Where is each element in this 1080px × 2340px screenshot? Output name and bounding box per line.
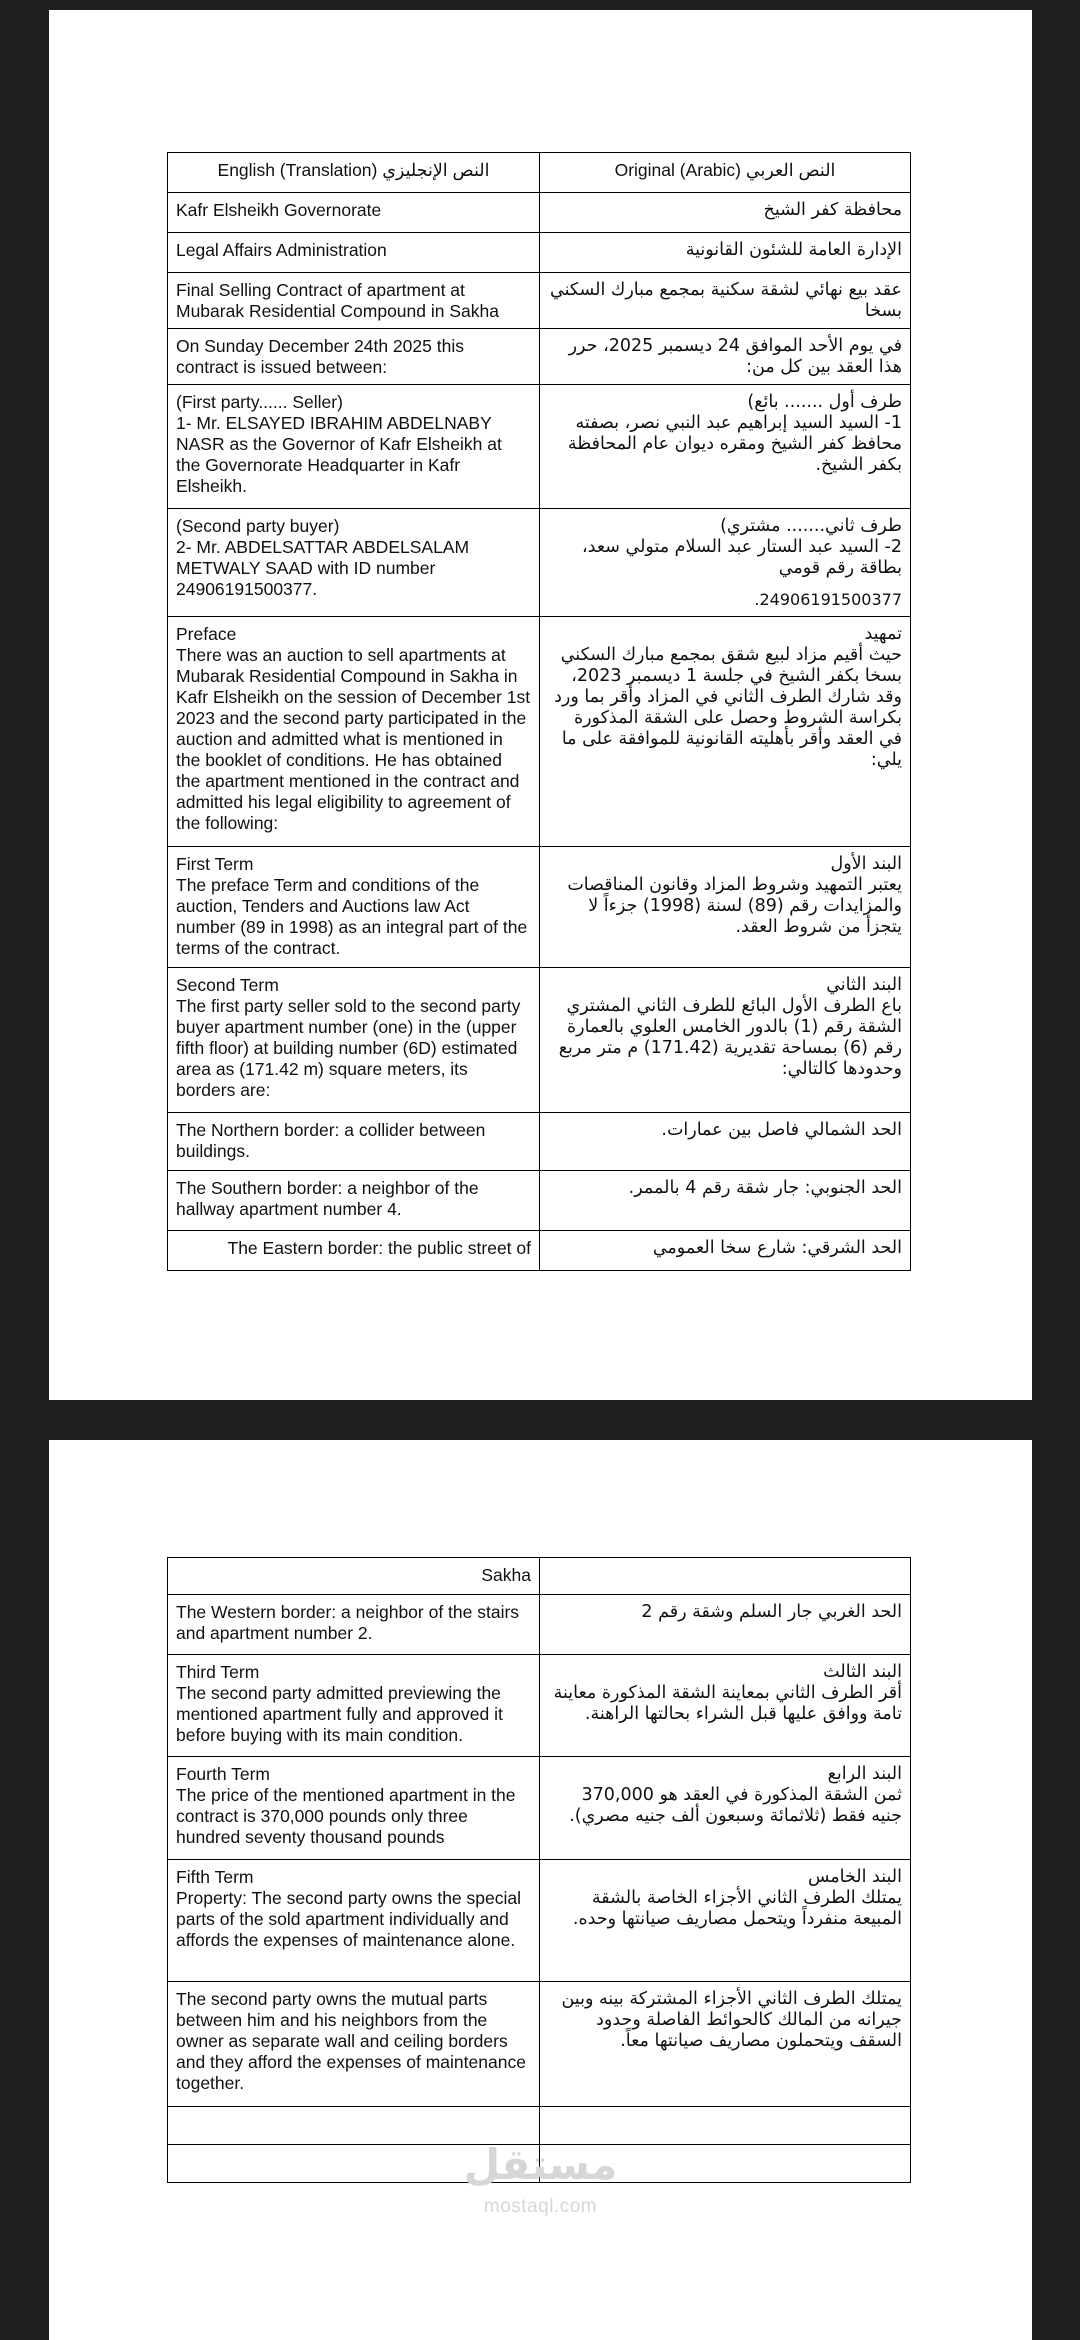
cell-text: The second party admitted previewing the mentioned apartment fully and approved it before buying with its main condition. — [176, 1683, 503, 1745]
cell-text: يمتلك الطرف الثاني الأجزاء المشتركة بينه وبين جيرانه من المالك كالحوائط الفاصلة وحدود السقف ويتحملون مصاريف صيانتها معاً. — [561, 1989, 902, 2051]
cell-text: On Sunday December 24th 2025 this contract is issued between: — [176, 336, 464, 377]
arabic-cell — [540, 273, 911, 329]
table-row — [168, 1860, 911, 1982]
arabic-cell — [540, 193, 911, 233]
cell-text: باع الطرف الأول البائع للطرف الثاني المشتري الشقة رقم (1) بالدور الخامس العلوي بالعمارة رقم (6) بمساحة تقديرية (171.42) م متر مربع وحدودها كالتالي: — [558, 996, 902, 1079]
cell-text: The Eastern border: the public street of — [227, 1238, 531, 1258]
arabic-cell — [540, 1655, 911, 1757]
document-page-2 — [49, 1440, 1032, 2340]
cell-text: There was an auction to sell apartments at Mubarak Residential Compound in Sakha in Kafr Elsheikh on the session of December 1st 2023 and the second party participated in the auction and admitted what is mentioned in the booklet of conditions. He has obtained the apartment mentioned in the contract and admitted his legal eligibility to agreement of the following: — [176, 645, 531, 833]
cell-text: The Western border: a neighbor of the stairs and apartment number 2. — [176, 1602, 520, 1643]
table-row — [168, 1171, 911, 1231]
english-cell — [168, 273, 540, 329]
watermark-logo-text: مستقل — [463, 2140, 618, 2189]
english-column-header: English (Translation) النص الإنجليزي — [168, 153, 540, 193]
english-cell — [168, 1558, 540, 1595]
cell-text: 2- Mr. ABDELSATTAR ABDELSALAM METWALY SAAD with ID number 24906191500377. — [176, 537, 470, 599]
table-row — [168, 1757, 911, 1860]
cell-text: الحد الغربي جار السلم وشقة رقم 2 — [641, 1602, 902, 1622]
cell-text: The preface Term and conditions of the auction, Tenders and Auctions law Act number (89 in 1998) as an integral part of the terms of the contract. — [176, 875, 528, 958]
arabic-cell — [540, 1982, 911, 2107]
table-row — [168, 509, 911, 617]
cell-text: Kafr Elsheikh Governorate — [176, 200, 382, 220]
table-row — [168, 329, 911, 385]
english-cell — [168, 1982, 540, 2107]
cell-text: Legal Affairs Administration — [176, 240, 387, 260]
cell-text: The Northern border: a collider between buildings. — [176, 1120, 486, 1161]
table-row — [168, 1113, 911, 1171]
table-row — [168, 968, 911, 1113]
term-heading: البند الأول — [830, 854, 902, 874]
table-row — [168, 193, 911, 233]
cell-text: محافظة كفر الشيخ — [763, 200, 902, 220]
cell-text: الحد الجنوبي: جار شقة رقم 4 بالممر. — [628, 1178, 902, 1198]
cell-text: أقر الطرف الثاني بمعاينة الشقة المذكورة معاينة تامة ووافق عليها قبل الشراء بحالتها الراهنة. — [553, 1683, 902, 1724]
english-cell — [168, 1113, 540, 1171]
english-cell — [168, 2107, 540, 2145]
english-cell — [168, 1860, 540, 1982]
english-cell — [168, 193, 540, 233]
term-heading: Third Term — [176, 1662, 260, 1682]
table-row — [168, 847, 911, 968]
table-row — [168, 1231, 911, 1271]
term-heading: Second Term — [176, 975, 279, 995]
arabic-cell — [540, 385, 911, 509]
table-header-row — [168, 153, 911, 193]
arabic-cell — [540, 1231, 911, 1271]
cell-text: 1- السيد السيد إبراهيم عبد النبي نصر، بصفته محافظ كفر الشيخ ومقره ديوان عام المحافظة بكفر الشيخ. — [567, 413, 902, 475]
arabic-cell — [540, 1757, 911, 1860]
table-row — [168, 1655, 911, 1757]
english-cell — [168, 509, 540, 617]
table-row — [168, 1595, 911, 1655]
arabic-cell — [540, 1171, 911, 1231]
table-row — [168, 385, 911, 509]
english-cell — [168, 1595, 540, 1655]
term-heading: البند الرابع — [827, 1764, 902, 1784]
cell-text: يمتلك الطرف الثاني الأجزاء الخاصة بالشقة المبيعة منفرداً ويتحمل مصاريف صيانتها وحده. — [572, 1888, 902, 1929]
term-heading: Fourth Term — [176, 1764, 271, 1784]
arabic-cell — [540, 968, 911, 1113]
term-heading: البند الثاني — [826, 975, 902, 995]
english-cell — [168, 617, 540, 847]
cell-text: في يوم الأحد الموافق 24 ديسمبر 2025، حرر هذا العقد بين كل من: — [568, 336, 902, 377]
term-heading: البند الخامس — [807, 1867, 902, 1887]
cell-text: عقد بيع نهائي لشقة سكنية بمجمع مبارك السكني بسخا — [550, 280, 902, 321]
cell-text: الحد الشرقي: شارع سخا العمومي — [652, 1238, 902, 1258]
arabic-cell — [540, 2107, 911, 2145]
english-cell — [168, 1757, 540, 1860]
translation-table-page-1 — [167, 152, 911, 1271]
arabic-cell — [540, 1595, 911, 1655]
cell-text: الإدارة العامة للشئون القانونية — [685, 240, 902, 260]
cell-text: ثمن الشقة المذكورة في العقد هو 370,000 جنيه فقط (ثلاثمائة وسبعون ألف جنيه مصري). — [569, 1785, 902, 1826]
party-heading: (First party...... Seller) — [176, 392, 343, 412]
table-row — [168, 1982, 911, 2107]
id-number: 24906191500377. — [754, 590, 902, 609]
watermark-url: mostaql.com — [483, 2196, 598, 2217]
cell-text: Property: The second party owns the special parts of the sold apartment individually and affords the expenses of maintenance alone. — [176, 1888, 522, 1950]
party-heading: طرف ثاني....... مشتري) — [720, 516, 902, 536]
arabic-cell — [540, 509, 911, 617]
term-heading: البند الثالث — [823, 1662, 902, 1682]
term-heading: Fifth Term — [176, 1867, 254, 1887]
cell-text: The price of the mentioned apartment in the contract is 370,000 pounds only three hundred seventy thousand pounds — [176, 1785, 516, 1847]
term-heading: تمهيد — [864, 624, 902, 644]
table-row — [168, 617, 911, 847]
party-heading: (Second party buyer) — [176, 516, 340, 536]
english-cell — [168, 1655, 540, 1757]
term-heading: Preface — [176, 624, 237, 644]
cell-text: The first party seller sold to the second party buyer apartment number (one) in the (upper fifth floor) at building number (6D) estimated area as (171.42 m) square meters, its borders are: — [176, 996, 521, 1100]
cell-text: The second party owns the mutual parts between him and his neighbors from the owner as separate wall and ceiling borders and they afford the expenses of maintenance together. — [176, 1989, 526, 2093]
cell-text: يعتبر التمهيد وشروط المزاد وقانون المناقصات والمزايدات رقم (89) لسنة (1998) جزءاً لا يتجزأ من شروط العقد. — [567, 875, 902, 937]
english-cell — [168, 968, 540, 1113]
arabic-cell — [540, 1558, 911, 1595]
arabic-cell — [540, 1113, 911, 1171]
table-row — [168, 2107, 911, 2145]
english-cell — [168, 233, 540, 273]
arabic-column-header: النص العربي Original (Arabic) — [540, 153, 911, 193]
english-cell — [168, 329, 540, 385]
table-row — [168, 1558, 911, 1595]
party-heading: طرف أول ....... بائع) — [747, 392, 902, 412]
english-cell — [168, 1231, 540, 1271]
arabic-cell — [540, 1860, 911, 1982]
arabic-cell — [540, 617, 911, 847]
cell-text: 1- Mr. ELSAYED IBRAHIM ABDELNABY NASR as the Governor of Kafr Elsheikh at the Governorate Headquarter in Kafr Elsheikh. — [176, 413, 502, 496]
arabic-cell — [540, 847, 911, 968]
cell-text: Final Selling Contract of apartment at Mubarak Residential Compound in Sakha — [176, 280, 499, 321]
cell-text: 2- السيد عبد الستار عبد السلام متولي سعد، بطاقة رقم قومي — [582, 537, 902, 578]
translation-table-page-2 — [167, 1557, 911, 2183]
term-heading: First Term — [176, 854, 254, 874]
table-row — [168, 273, 911, 329]
table-row — [168, 233, 911, 273]
cell-text: Sakha — [481, 1565, 531, 1585]
cell-text: الحد الشمالي فاصل بين عمارات. — [661, 1120, 902, 1140]
cell-text: حيث أقيم مزاد لبيع شقق بمجمع مبارك السكني بسخا بكفر الشيخ في جلسة 1 ديسمبر 2023، وقد شارك الطرف الثاني في المزاد وأقر بما ورد بكراسة الشروط وحصل على الشقة المذكورة في العقد وأقر بأهليته القانونية للموافقة على ما يلي: — [554, 645, 902, 770]
document-page-1 — [49, 10, 1032, 1400]
cell-text: The Southern border: a neighbor of the hallway apartment number 4. — [176, 1178, 479, 1219]
arabic-cell — [540, 233, 911, 273]
arabic-cell — [540, 329, 911, 385]
english-cell — [168, 847, 540, 968]
english-cell — [168, 385, 540, 509]
english-cell — [168, 1171, 540, 1231]
